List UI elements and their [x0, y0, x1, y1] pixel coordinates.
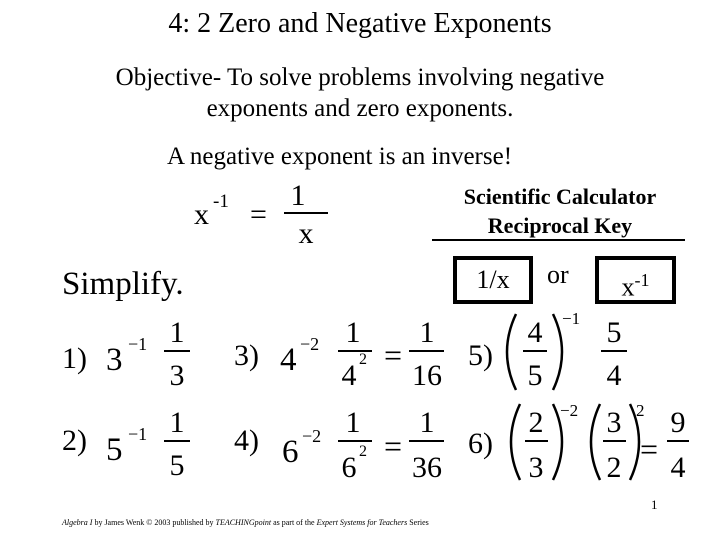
fraction-denominator: 4	[341, 359, 357, 392]
problems-area	[0, 300, 720, 500]
objective-line-2: exponents and zero exponents.	[206, 95, 514, 122]
problem-base: 3	[106, 342, 123, 378]
equals-sign: =	[640, 431, 659, 467]
inverse-note: A negative exponent is an inverse!	[167, 143, 513, 170]
answer-denominator: 36	[412, 451, 442, 484]
paren2-numerator: 3	[606, 406, 622, 439]
formula-numerator: 1	[290, 179, 306, 212]
problem-base: 4	[280, 342, 297, 378]
formula-denominator: x	[298, 217, 314, 250]
left-paren	[511, 404, 520, 480]
right-paren	[553, 314, 562, 390]
answer-numerator: 1	[419, 316, 435, 349]
problem-5	[468, 309, 627, 392]
fraction-denominator-exponent: 2	[359, 351, 367, 368]
reciprocal-formula	[194, 180, 344, 250]
calculator-heading-line-2: Reciprocal Key	[487, 213, 633, 238]
problem-exponent: −2	[560, 401, 579, 420]
problem-2	[62, 406, 190, 482]
credit-mid: as part of the	[271, 518, 317, 527]
problem-label: 4)	[234, 424, 259, 457]
paren-numerator: 4	[527, 316, 543, 349]
problem-exponent: −1	[128, 424, 148, 444]
formula-exponent: -1	[213, 191, 229, 212]
fraction-numerator: 1	[345, 406, 361, 439]
answer-denominator: 16	[412, 359, 442, 392]
inverse-key-base: x	[621, 272, 635, 302]
calculator-divider	[432, 239, 685, 241]
credit-series: Expert Systems for Teachers	[316, 518, 408, 527]
problem-4	[234, 406, 444, 484]
problem-label: 5)	[468, 339, 493, 372]
paren2-exponent: 2	[636, 401, 645, 420]
problem-base: 6	[282, 434, 299, 470]
slide-title: 4: 2 Zero and Negative Exponents	[168, 8, 552, 39]
fraction-denominator: 6	[341, 451, 357, 484]
problem-3	[234, 316, 444, 392]
answer-denominator: 4	[606, 359, 622, 392]
or-label: or	[547, 260, 569, 289]
answer-numerator: 1	[419, 406, 435, 439]
problem-label: 3)	[234, 339, 259, 372]
objective-line-1: Objective- To solve problems involving negative	[115, 64, 605, 91]
paren-numerator: 2	[528, 406, 544, 439]
simplify-label: Simplify.	[62, 266, 184, 302]
inverse-key-exponent: -1	[634, 270, 650, 290]
problem-exponent: −2	[302, 426, 322, 446]
credit-by: by James Wenk © 2003 published by	[92, 518, 216, 527]
answer-denominator: 3	[169, 359, 185, 392]
paren-denominator: 5	[527, 359, 543, 392]
answer-numerator: 1	[169, 406, 185, 439]
calculator-heading	[434, 182, 686, 240]
problem-label: 6)	[468, 427, 493, 460]
credit-publisher: TEACHINGpoint	[215, 518, 272, 527]
calculator-heading-line-1: Scientific Calculator	[463, 184, 657, 209]
answer-numerator: 5	[606, 316, 622, 349]
credit-tail: Series	[407, 518, 429, 527]
equals-sign: =	[384, 337, 403, 373]
reciprocal-key: 1/x	[453, 256, 533, 304]
credit-book: Algebra I	[62, 518, 93, 527]
problem-exponent: −1	[562, 309, 581, 328]
answer-numerator: 1	[169, 316, 185, 349]
answer-denominator: 4	[670, 451, 686, 484]
credit-line	[62, 518, 429, 527]
answer-numerator: 9	[670, 406, 686, 439]
fraction-denominator-exponent: 2	[359, 443, 367, 460]
problem-1	[62, 316, 190, 392]
problem-label: 1)	[62, 342, 87, 375]
fraction-numerator: 1	[345, 316, 361, 349]
formula-base: x	[194, 198, 209, 231]
formula-equals: =	[250, 198, 267, 231]
answer-denominator: 5	[169, 449, 185, 482]
paren-denominator: 3	[528, 451, 544, 484]
problem-exponent: −1	[128, 334, 148, 354]
left-paren	[591, 404, 600, 480]
page-number: 1	[651, 497, 658, 512]
problem-6	[468, 401, 689, 484]
problem-exponent: −2	[300, 334, 320, 354]
objective-text	[0, 62, 720, 124]
left-paren	[507, 314, 516, 390]
inverse-key	[595, 256, 676, 304]
problem-base: 5	[106, 432, 123, 468]
equals-sign: =	[384, 428, 403, 464]
problem-label: 2)	[62, 424, 87, 457]
paren2-denominator: 2	[606, 451, 622, 484]
